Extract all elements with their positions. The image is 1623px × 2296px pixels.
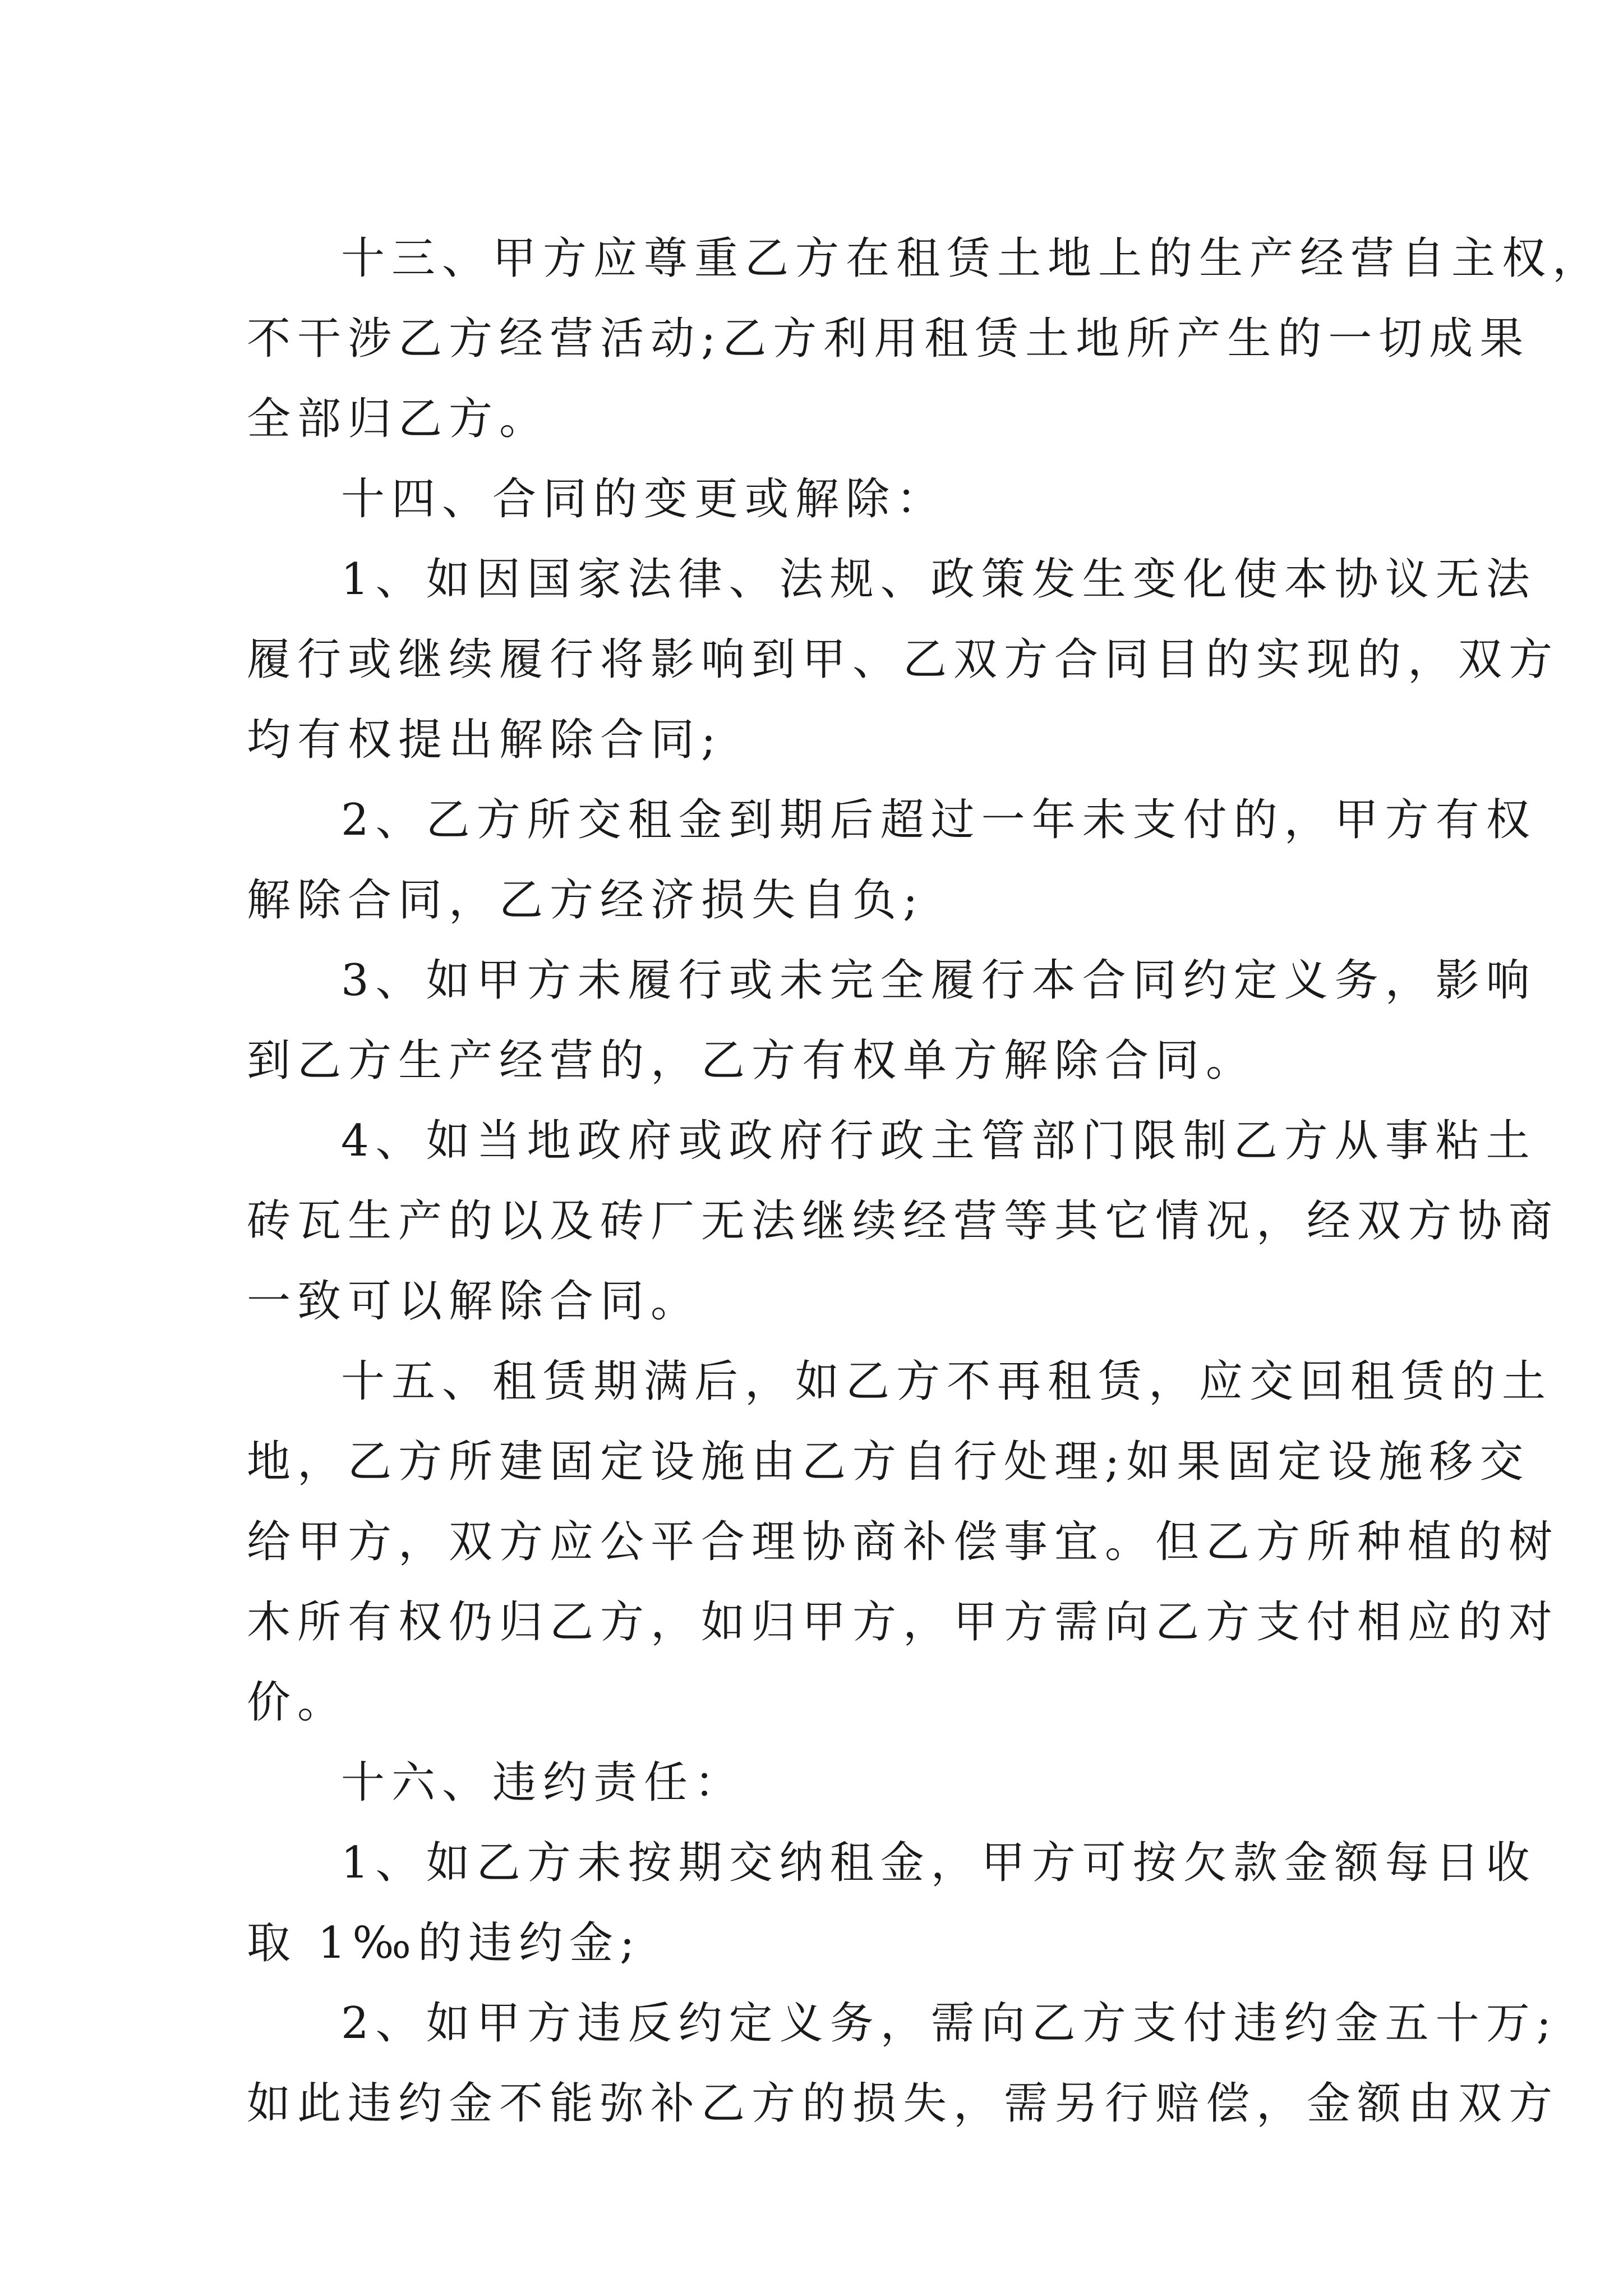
text-line: 地，乙方所建固定设施由乙方自行处理;如果固定设施移交	[247, 1437, 1530, 1487]
text-line: 木所有权仍归乙方，如归甲方，甲方需向乙方支付相应的对	[247, 1597, 1560, 1648]
text-line: 1、如因国家法律、法规、政策发生变化使本协议无法	[341, 554, 1537, 605]
document-page	[247, 219, 1603, 2144]
text-line: 十五、租赁期满后，如乙方不再租赁，应交回租赁的土	[341, 1356, 1553, 1407]
text-line: 一致可以解除合同。	[247, 1276, 702, 1327]
text-line: 全部归乙方。	[247, 394, 550, 444]
text-line: 4、如当地政府或政府行政主管部门限制乙方从事粘土	[341, 1116, 1537, 1166]
text-line: 履行或继续履行将影响到甲、乙双方合同目的实现的，双方	[247, 634, 1560, 685]
text-line: 解除合同，乙方经济损失自负;	[247, 875, 925, 926]
text-line: 十四、合同的变更或解除：	[341, 474, 947, 524]
text-line: 给甲方，双方应公平合理协商补偿事宜。但乙方所种植的树	[247, 1517, 1560, 1567]
text-line: 取 1‰的违约金;	[247, 1918, 642, 1968]
text-line: 价。	[247, 1677, 348, 1728]
text-line: 不干涉乙方经营活动;乙方利用租赁土地所产生的一切成果	[247, 314, 1530, 364]
text-line: 砖瓦生产的以及砖厂无法继续经营等其它情况，经双方协商	[247, 1196, 1560, 1246]
text-line: 十六、违约责任：	[341, 1757, 745, 1808]
text-line: 2、如甲方违反约定义务，需向乙方支付违约金五十万;	[341, 1998, 1558, 2049]
text-line: 2、乙方所交租金到期后超过一年未支付的，甲方有权	[341, 795, 1537, 845]
text-line: 均有权提出解除合同;	[247, 715, 723, 765]
text-line: 十三、甲方应尊重乙方在租赁土地上的生产经营自主权，	[341, 233, 1603, 284]
text-line: 如此违约金不能弥补乙方的损失，需另行赔偿，金额由双方	[247, 2078, 1560, 2129]
text-line: 1、如乙方未按期交纳租金，甲方可按欠款金额每日收	[341, 1838, 1537, 1888]
text-line: 到乙方生产经营的，乙方有权单方解除合同。	[247, 1036, 1257, 1086]
text-line: 3、如甲方未履行或未完全履行本合同约定义务，影响	[341, 955, 1537, 1006]
